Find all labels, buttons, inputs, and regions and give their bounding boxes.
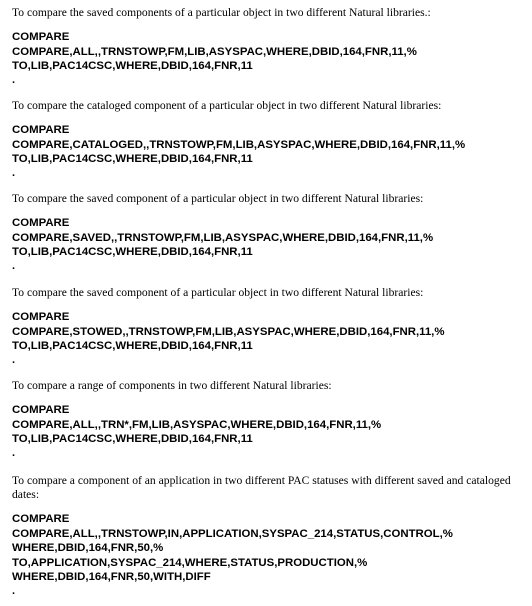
example-6 [12,474,522,597]
example-1-description: To compare the saved components of a particular object in two different Natural libraries.: [12,6,431,19]
example-1-code [12,30,526,74]
example-2 [12,99,526,179]
example-5-description: To compare a range of components in two different Natural libraries: [12,379,332,392]
code-line: TO,LIB,PAC14CSC,WHERE,DBID,164,FNR,11 [12,60,253,72]
code-line: TO,LIB,PAC14CSC,WHERE,DBID,164,FNR,11 [12,340,253,352]
code-line: TO,LIB,PAC14CSC,WHERE,DBID,164,FNR,11 [12,153,253,165]
example-4-terminator: . [12,353,16,366]
code-line: COMPARE,STOWED,,TRNSTOWP,FM,LIB,ASYSPAC,WHERE,DBID,164,FNR,11,% [12,325,445,338]
example-1 [12,6,526,86]
example-1-terminator: . [12,73,16,86]
code-line: TO,LIB,PAC14CSC,WHERE,DBID,164,FNR,11 [12,246,253,258]
example-3-description: To compare the saved component of a particular object in two different Natural libraries: [12,192,424,205]
code-line: COMPARE [12,124,70,136]
example-3-terminator: . [12,259,16,272]
code-line: COMPARE [12,31,70,43]
example-5-code [12,403,526,447]
example-3 [12,192,526,272]
example-6-code [12,512,522,585]
example-2-description: To compare the cataloged component of a particular object in two different Natural libraries: [12,99,442,112]
example-3-code [12,216,526,260]
code-line: COMPARE [12,217,70,229]
code-line: COMPARE [12,311,70,323]
example-4-code [12,310,526,354]
example-4 [12,286,526,366]
example-6-terminator: . [12,584,16,597]
code-line: TO,APPLICATION,SYSPAC_214,WHERE,STATUS,PRODUCTION,% [12,556,368,569]
code-line: COMPARE [12,513,70,525]
code-line: TO,LIB,PAC14CSC,WHERE,DBID,164,FNR,11 [12,433,253,445]
code-line: COMPARE,CATALOGED,,TRNSTOWP,FM,LIB,ASYSPAC,WHERE,DBID,164,FNR,11,% [12,138,466,151]
example-2-code [12,123,526,167]
code-line: WHERE,DBID,164,FNR,50,WITH,DIFF [12,571,211,583]
example-5 [12,379,526,459]
code-line: COMPARE,ALL,,TRNSTOWP,IN,APPLICATION,SYSPAC_214,STATUS,CONTROL,% [12,527,453,540]
example-2-terminator: . [12,166,16,179]
code-line: COMPARE,SAVED,,TRNSTOWP,FM,LIB,ASYSPAC,WHERE,DBID,164,FNR,11,% [12,231,434,244]
code-line: COMPARE [12,404,70,416]
code-line: COMPARE,ALL,,TRNSTOWP,FM,LIB,ASYSPAC,WHERE,DBID,164,FNR,11,% [12,45,417,58]
code-line: WHERE,DBID,164,FNR,50,% [12,542,164,554]
example-5-terminator: . [12,446,16,459]
example-4-description: To compare the saved component of a particular object in two different Natural libraries: [12,286,424,299]
example-6-description: To compare a component of an application in two different PAC statuses with different saved and cataloged dates: [12,474,511,501]
code-line: COMPARE,ALL,,TRN*,FM,LIB,ASYSPAC,WHERE,DBID,164,FNR,11,% [12,418,382,431]
